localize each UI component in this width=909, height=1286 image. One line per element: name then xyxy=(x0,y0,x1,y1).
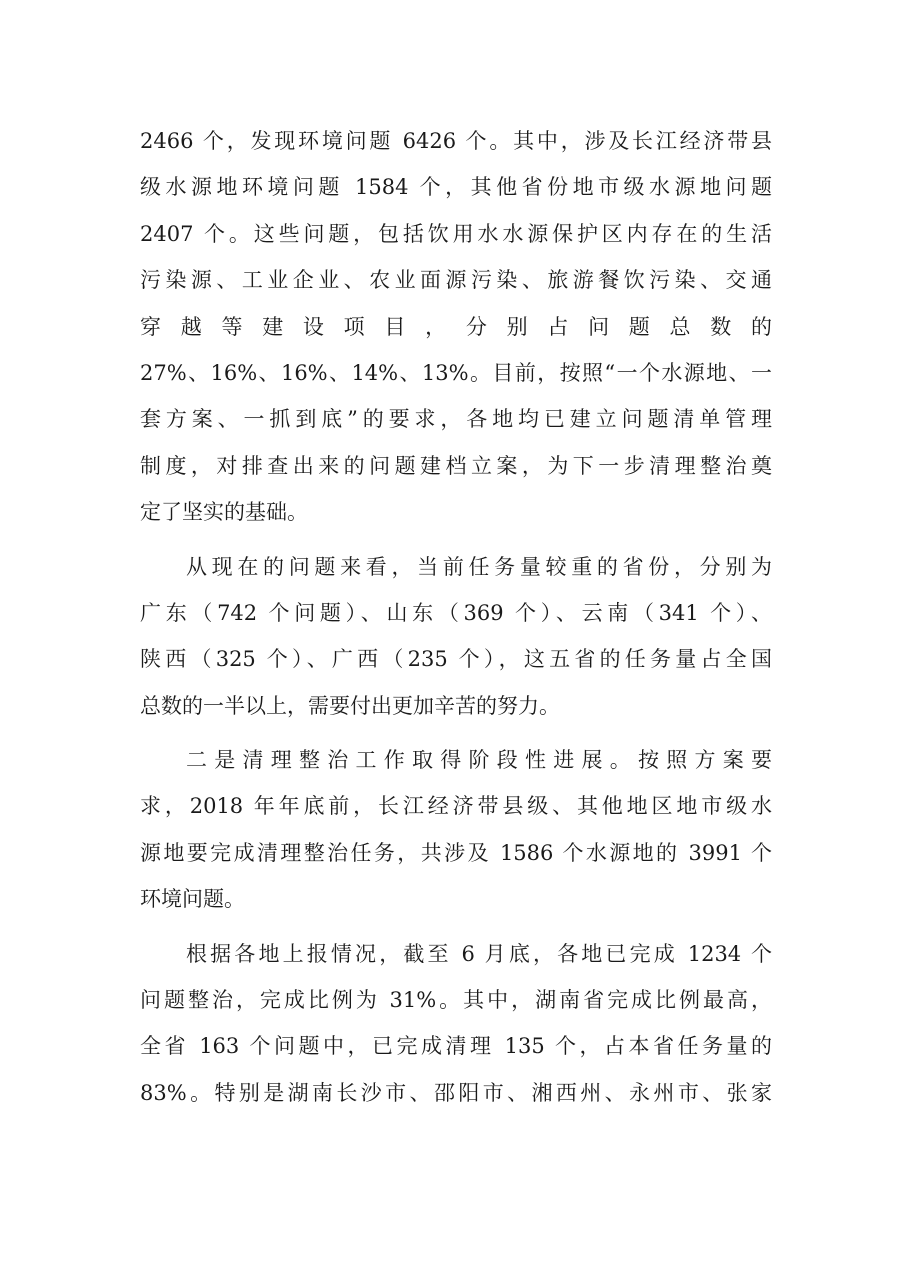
paragraph-4 xyxy=(140,931,772,1117)
text-line: 83%。特别是湖南长沙市、邵阳市、湘西州、永州市、张家 xyxy=(140,1080,772,1105)
text-line: 从现在的问题来看，当前任务量较重的省份，分别为 xyxy=(186,554,772,579)
text-line: 陕西（325 个）、广西（235 个），这五省的任务量占全国 xyxy=(140,647,772,672)
paragraph-spacer xyxy=(140,923,772,931)
text-line: 污染源、工业企业、农业面源污染、旅游餐饮污染、交通 xyxy=(140,268,772,293)
text-line: 级水源地环境问题 1584 个，其他省份地市级水源地问题 xyxy=(140,175,772,200)
text-line: 求，2018 年年底前，长江经济带县级、其他地区地市级水 xyxy=(140,794,772,819)
text-line: 广东（742 个问题）、山东（369 个）、云南（341 个）、 xyxy=(140,600,772,625)
text-line: 问题整治，完成比例为 31%。其中，湖南省完成比例最高， xyxy=(140,988,772,1013)
paragraph-spacer xyxy=(140,729,772,737)
text-line: 定了坚实的基础。 xyxy=(140,500,308,525)
text-line: 根据各地上报情况，截至 6 月底，各地已完成 1234 个 xyxy=(186,941,772,966)
paragraph-1 xyxy=(140,118,772,536)
text-line: 2407 个。这些问题，包括饮用水水源保护区内存在的生活 xyxy=(140,221,772,246)
text-line: 27%、16%、16%、14%、13%。目前，按照“一个水源地、一 xyxy=(140,360,772,385)
paragraph-3 xyxy=(140,737,772,923)
text-line: 穿越等建设项目，分别占问题总数的 xyxy=(140,314,772,339)
text-line: 二是清理整治工作取得阶段性进展。按照方案要 xyxy=(186,748,772,773)
text-line: 制度，对排查出来的问题建档立案，为下一步清理整治奠 xyxy=(140,453,772,478)
text-line: 2466 个，发现环境问题 6426 个。其中，涉及长江经济带县 xyxy=(140,129,772,153)
text-line: 套方案、一抓到底”的要求，各地均已建立问题清单管理 xyxy=(140,407,772,432)
document-body xyxy=(140,118,772,1116)
text-line: 总数的一半以上，需要付出更加辛苦的努力。 xyxy=(140,693,560,718)
paragraph-2 xyxy=(140,544,772,730)
text-line: 环境问题。 xyxy=(140,887,245,912)
text-line: 全省 163 个问题中，已完成清理 135 个，占本省任务量的 xyxy=(140,1034,772,1059)
text-line: 源地要完成清理整治任务，共涉及 1586 个水源地的 3991 个 xyxy=(140,840,772,865)
paragraph-spacer xyxy=(140,536,772,544)
